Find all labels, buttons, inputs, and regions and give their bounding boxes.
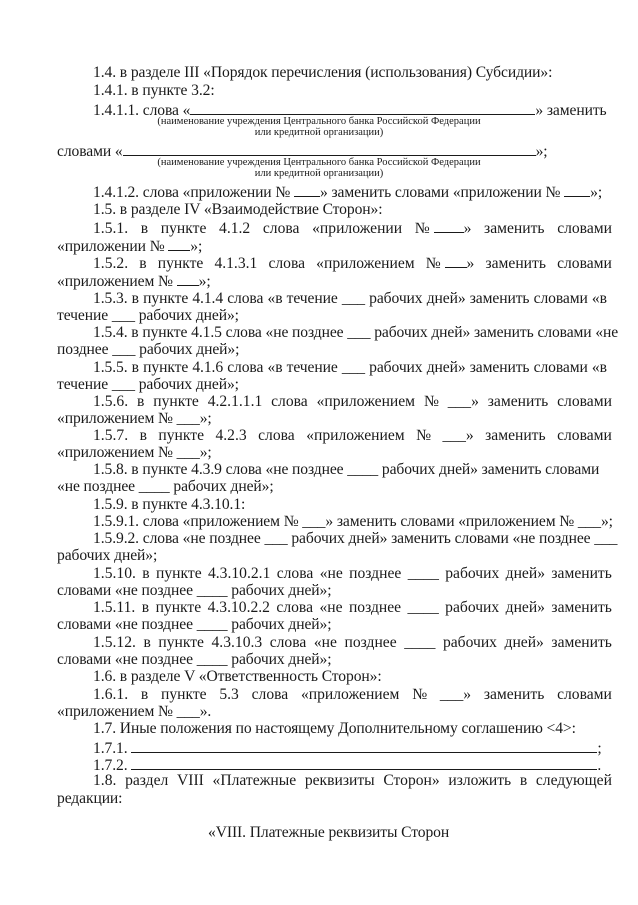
word: дней»	[504, 634, 544, 651]
quote: »	[466, 255, 475, 272]
clause-1-5-12-cont: словами «не позднее ____ рабочих дней»;	[57, 651, 332, 668]
word: пункте	[158, 634, 204, 651]
word: заменить	[483, 686, 545, 703]
clause-1-6-1-cont: «приложением № ___».	[57, 703, 212, 720]
clause-1-5-7-cont: «приложением № ___»;	[57, 444, 212, 461]
word: словами	[557, 220, 612, 237]
word: «не	[319, 599, 343, 616]
caption-bank-name: (наименование учреждения Центрального банка Российской Федерации	[157, 116, 481, 127]
word: заменить	[551, 599, 612, 616]
number-sign: №	[414, 220, 430, 237]
clause-1-5-5-cont: течение ___ рабочих дней»;	[57, 376, 239, 393]
clause-1-5-3-cont: течение ___ рабочих дней»;	[57, 307, 239, 324]
blank-line	[190, 100, 535, 115]
clause-1-5: 1.5. в разделе IV «Взаимодействие Сторон»:	[93, 201, 383, 218]
word: 1.5.1.	[93, 220, 129, 237]
word: 4.1.2	[219, 220, 251, 237]
word: 1.5.10.	[93, 565, 136, 582]
word: №	[416, 427, 431, 444]
word: рабочих	[445, 565, 500, 582]
word: 1.5.7.	[93, 427, 129, 444]
word: «приложением	[316, 393, 416, 410]
word: 4.3.10.3	[211, 634, 263, 651]
blank-line	[294, 183, 320, 197]
number-sign: №	[425, 255, 441, 272]
word: в	[142, 565, 150, 582]
clause-1-5-10-cont: словами «не позднее ____ рабочих дней»;	[57, 582, 332, 599]
clause-text: » заменить словами «приложении №	[319, 184, 561, 201]
word: в	[139, 255, 147, 272]
word: в	[140, 686, 149, 703]
clause-1-7: 1.7. Иные положения по настоящему Дополнительному соглашению <4>:	[93, 720, 576, 737]
clause-text: »;	[535, 143, 548, 160]
word: «приложением	[300, 686, 400, 703]
clause-text: 1.7.2.	[93, 757, 128, 774]
clause-1-4-1-2	[93, 183, 602, 202]
word: следующей	[535, 772, 612, 789]
blank-line	[131, 738, 597, 753]
word: слова	[276, 599, 313, 616]
word: «приложением	[316, 255, 415, 272]
blank-line	[168, 237, 190, 251]
word: пункте	[158, 427, 204, 444]
word: словами	[557, 393, 612, 410]
word: пункте	[157, 255, 204, 272]
clause-1-5-10	[93, 565, 612, 583]
clause-text: «приложении №	[57, 238, 165, 255]
clause-1-5-9-2: 1.5.9.2. слова «не позднее ___ рабочих дней» заменить словами «не позднее ___	[93, 530, 618, 547]
word: изложить	[448, 772, 512, 789]
word: словами	[557, 427, 612, 444]
word: пункте	[155, 599, 202, 616]
blank-line	[445, 254, 467, 268]
word: №	[423, 393, 439, 410]
word: словами	[557, 686, 612, 703]
blank-line	[131, 755, 597, 770]
word: в	[136, 393, 145, 410]
clause-text: ;	[597, 740, 602, 757]
word: реквизиты	[304, 772, 375, 789]
word: 1.5.12.	[93, 634, 136, 651]
clause-1-5-2	[93, 254, 612, 273]
word: дней»	[505, 599, 545, 616]
word: «приложением	[306, 427, 405, 444]
word: пункте	[161, 686, 207, 703]
word: заменить	[484, 220, 545, 237]
word: заменить	[485, 255, 546, 272]
word: слова	[268, 255, 306, 272]
clause-1-4-1: 1.4.1. в пункте 3.2:	[93, 82, 215, 99]
clause-text: »;	[198, 273, 211, 290]
word: 1.6.1.	[93, 686, 129, 703]
word: раздел	[125, 772, 169, 789]
word: Сторон»	[383, 772, 440, 789]
word: в	[141, 599, 150, 616]
clause-text: 1.7.1.	[93, 740, 128, 757]
clause-1-5-11-cont: словами «не позднее ____ рабочих дней»;	[57, 616, 332, 633]
clause-1-5-3: 1.5.3. в пункте 4.1.4 слова «в течение ___ рабочих дней» заменить словами «в	[93, 290, 607, 307]
clause-text: » заменить	[535, 102, 607, 119]
clause-1-5-9-2-cont: рабочих дней»;	[57, 547, 158, 564]
word: слова	[276, 565, 314, 582]
word	[426, 254, 475, 273]
word: VIII	[177, 772, 204, 789]
word: 4.3.10.2.2	[207, 599, 270, 616]
clause-1-5-5: 1.5.5. в пункте 4.1.6 слова «в течение ___ рабочих дней» заменить словами «в	[93, 359, 607, 376]
word: в	[519, 772, 528, 789]
word: в	[140, 220, 149, 237]
clause-1-6: 1.6. в разделе V «Ответственность Сторон»:	[93, 668, 382, 685]
word: позднее	[349, 565, 402, 582]
caption-credit-org: или кредитной организации)	[254, 127, 384, 138]
caption-credit-org: или кредитной организации)	[254, 168, 384, 179]
clause-1-5-6-cont: «приложением № ___»;	[57, 410, 212, 427]
clause-1-5-8: 1.5.8. в пункте 4.3.9 слова «не позднее ____ рабочих дней» заменить словами	[93, 461, 600, 478]
clause-1-5-9-1: 1.5.9.1. слова «приложением № ___» заменить словами «приложением № ___»;	[93, 513, 613, 530]
word: пункте	[156, 565, 202, 582]
word: слова	[262, 220, 300, 237]
clause-text: »;	[590, 184, 603, 201]
word: словами	[557, 255, 612, 272]
word: слова	[271, 393, 308, 410]
word: рабочих	[445, 599, 500, 616]
clause-1-6-1	[93, 686, 612, 704]
word: ____	[407, 565, 439, 582]
word: 4.3.10.2.1	[207, 565, 271, 582]
word: ____	[404, 634, 436, 651]
word: №	[412, 686, 428, 703]
word: «Платежные	[212, 772, 297, 789]
clause-text: .	[597, 757, 602, 774]
clause-1-5-8-cont: «не позднее ____ рабочих дней»;	[57, 478, 274, 495]
word: 1.8.	[93, 772, 117, 789]
word: 4.2.1.1.1	[207, 393, 263, 410]
word: пункте	[153, 393, 199, 410]
word: «приложении	[312, 220, 403, 237]
clause-text: «приложением №	[57, 273, 173, 290]
clause-1-5-4: 1.5.4. в пункте 4.1.5 слова «не позднее ___ рабочих дней» заменить словами «не	[93, 324, 619, 341]
word	[415, 219, 472, 238]
word: слова	[269, 634, 307, 651]
clause-1-5-4-cont: позднее ___ рабочих дней»;	[57, 341, 240, 358]
word: заменить	[551, 565, 612, 582]
blank-line	[434, 219, 464, 233]
clause-1-5-7	[93, 427, 612, 445]
clause-text: »;	[190, 238, 203, 255]
caption-bank-name: (наименование учреждения Центрального банка Российской Федерации	[157, 157, 481, 168]
word: пункте	[160, 220, 207, 237]
clause-1-5-1	[93, 219, 612, 238]
clause-1-5-2-cont	[57, 272, 211, 291]
blank-line	[123, 141, 536, 156]
word: ___»	[439, 686, 472, 703]
word: ___»	[442, 427, 474, 444]
section-heading-viii: «VIII. Платежные реквизиты Сторон	[208, 824, 450, 841]
clause-1-8-cont: редакции:	[57, 790, 123, 807]
clause-1-5-6	[93, 393, 612, 411]
word: позднее	[348, 599, 402, 616]
clause-text: 1.4.1.1. слова «	[93, 102, 191, 119]
quote: »	[463, 220, 472, 237]
clause-1-5-9: 1.5.9. в пункте 4.3.10.1:	[93, 496, 246, 513]
word: в	[139, 427, 147, 444]
clause-1-8	[93, 772, 612, 790]
word: заменить	[485, 427, 546, 444]
word: 4.1.3.1	[214, 255, 258, 272]
clause-1-5-12	[93, 634, 612, 652]
word: «не	[319, 565, 343, 582]
word: слова	[251, 686, 289, 703]
blank-line	[564, 183, 590, 197]
clause-1-4: 1.4. в разделе III «Порядок перечисления (использования) Субсидии»:	[93, 64, 553, 81]
word: заменить	[551, 634, 612, 651]
word: 1.5.2.	[93, 255, 129, 272]
blank-line	[177, 272, 199, 286]
clause-text: словами «	[57, 143, 123, 160]
word: ___»	[447, 393, 479, 410]
word: «не	[313, 634, 337, 651]
word: слова	[258, 427, 295, 444]
word: 5.3	[219, 686, 239, 703]
word: в	[143, 634, 151, 651]
word: дней»	[505, 565, 545, 582]
word: 4.2.3	[215, 427, 247, 444]
word: заменить	[487, 393, 549, 410]
clause-1-5-11	[93, 599, 612, 617]
clause-text: 1.4.1.2. слова «приложении №	[93, 184, 291, 201]
word: позднее	[344, 634, 397, 651]
word: ____	[407, 599, 439, 616]
word: 1.5.6.	[93, 393, 129, 410]
word: рабочих	[442, 634, 497, 651]
word: 1.5.11.	[93, 599, 136, 616]
